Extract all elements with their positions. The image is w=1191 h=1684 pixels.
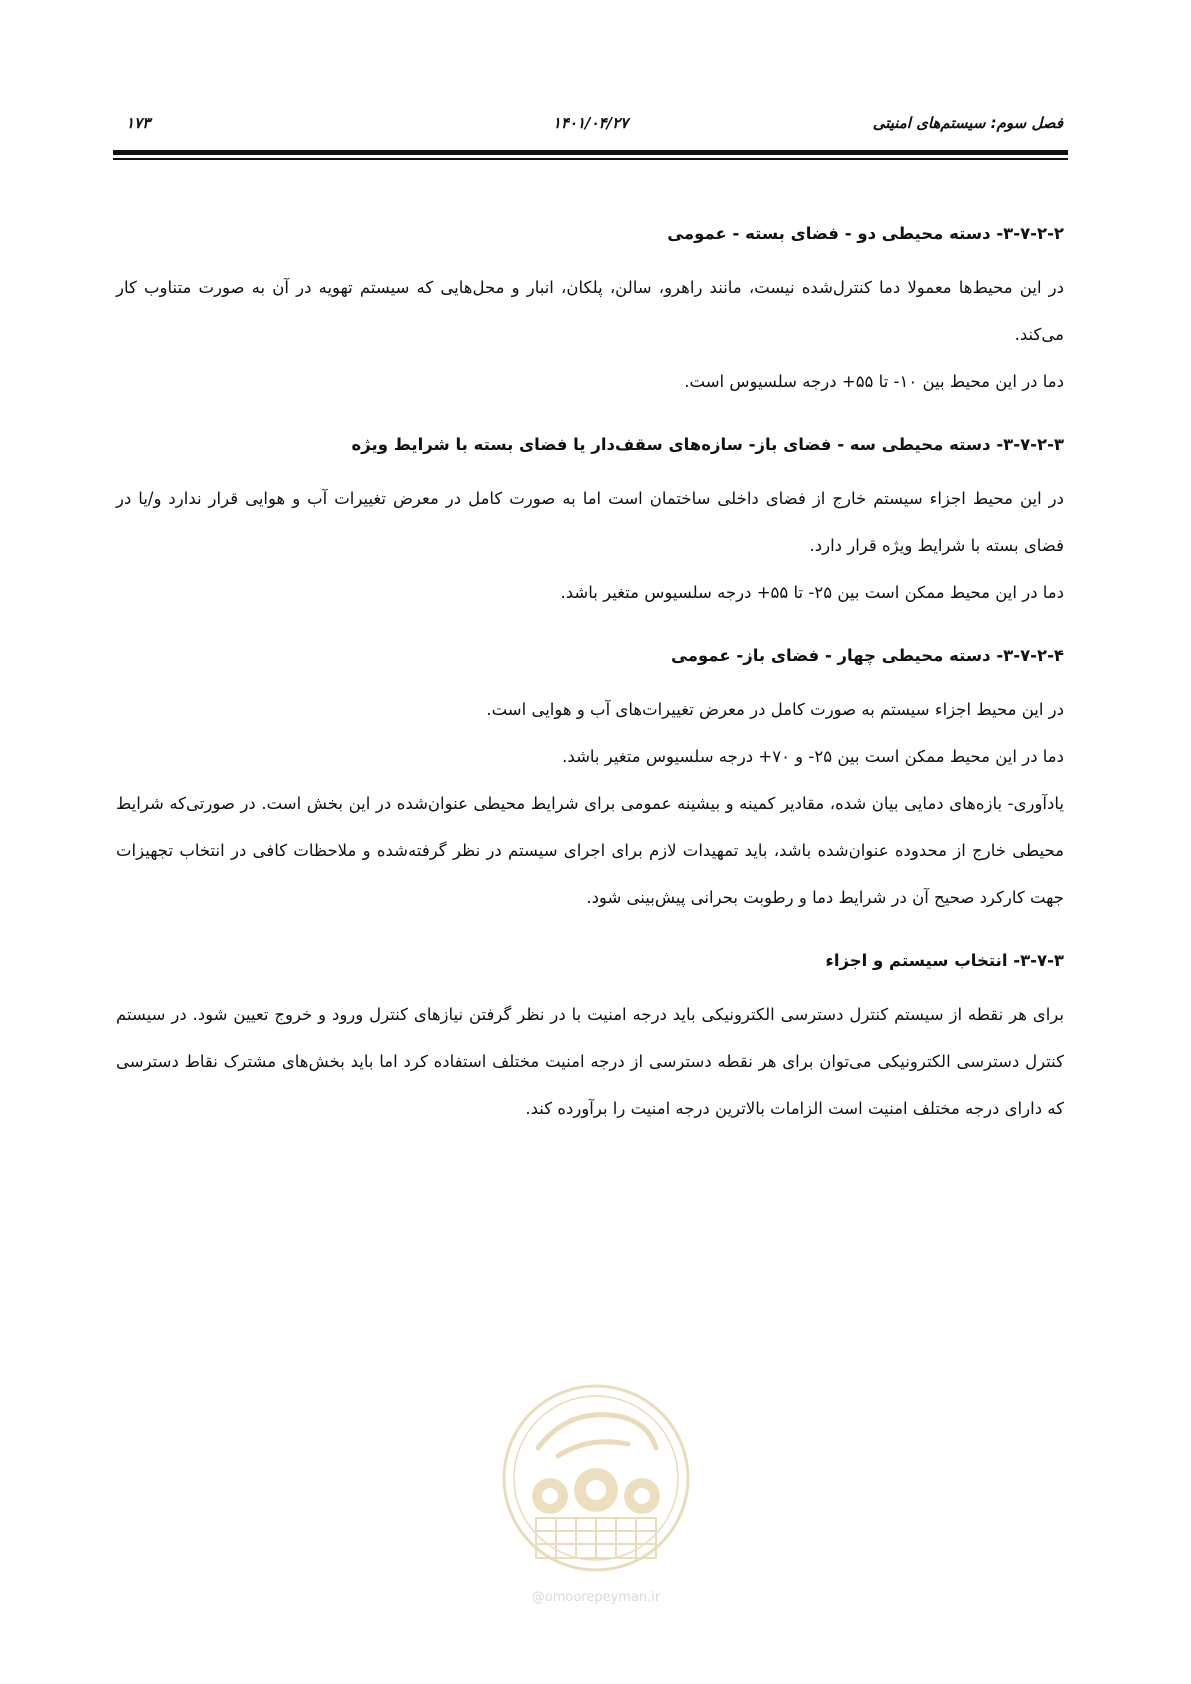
chapter-title: فصل سوم: سیستم‌های امنیتی: [872, 114, 1063, 132]
paragraph: در این محیط اجزاء سیستم خارج از فضای داخلی ساختمان است اما به صورت کامل در معرض تغییرات آب و هوایی قرار ندارد و/یا در فضای بسته با شرایط ویژه قرار دارد.: [116, 489, 1064, 555]
section-heading: ۳-۷-۳- انتخاب سیستم و اجزاء: [825, 951, 1064, 970]
note-paragraph: یادآوری- بازه‌های دمایی بیان شده، مقادیر کمینه و بیشینه عمومی برای شرایط محیطی عنوان‌شده در این بخش است. در صورتی‌که شرایط محیطی خارج از محدوده عنوان‌شده باشد، باید تمهیدات لازم برای اجرای سیستم در نظر گرفته‌شده و ملاحظات کافی در انتخاب تجهیزات جهت کارکرد صحیح آن در شرایط دما و رطوبت بحرانی پیش‌بینی شود.: [116, 794, 1064, 907]
page-header: [118, 110, 1063, 142]
watermark-logo: [478, 1378, 714, 1605]
paragraph: دما در این محیط بین ۱۰- تا ۵۵+ درجه سلسیوس است.: [684, 372, 1064, 391]
paragraph: دما در این محیط ممکن است بین ۲۵- تا ۵۵+ درجه سلسیوس متغیر باشد.: [560, 583, 1064, 602]
watermark-seal-icon: [478, 1378, 714, 1583]
header-rule-thin: [113, 158, 1068, 160]
watermark-url: @omoorepeyman.ir: [531, 1590, 661, 1605]
section-heading: ۳-۷-۲-۳- دسته محیطی سه - فضای باز- سازه‌های سقف‌دار یا فضای بسته با شرایط ویژه: [351, 435, 1064, 454]
header-rule-thick: [113, 150, 1068, 155]
section-heading: ۳-۷-۲-۲- دسته محیطی دو - فضای بسته - عمومی: [667, 224, 1064, 243]
paragraph: در این محیط اجزاء سیستم به صورت کامل در معرض تغییرات‌های آب و هوایی است.: [486, 700, 1064, 719]
paragraph: برای هر نقطه از سیستم کنترل دسترسی الکترونیکی باید درجه امنیت با در نظر گرفتن نیازهای کنترل ورود و خروج تعیین شود. در سیستم کنترل دسترسی الکترونیکی می‌توان برای هر نقطه دسترسی از درجه امنیت مختلف استفاده کرد اما باید بخش‌های مشترک نقاط دسترسی که دارای درجه مختلف امنیت است الزامات بالاترین درجه امنیت را برآورده کند.: [116, 1005, 1064, 1118]
header-date: ۱۴۰۱/۰۴/۲۷: [552, 114, 629, 132]
paragraph: در این محیط‌ها معمولا دما کنترل‌شده نیست، مانند راهرو، سالن، پلکان، انبار و محل‌هایی که سیستم تهویه در آن به صورت متناوب کار می‌کند.: [116, 278, 1064, 344]
page-body: [116, 212, 1064, 1132]
section-heading: ۳-۷-۲-۴- دسته محیطی چهار - فضای باز- عمومی: [671, 646, 1064, 665]
paragraph: دما در این محیط ممکن است بین ۲۵- و ۷۰+ درجه سلسیوس متغیر باشد.: [562, 747, 1064, 766]
page-number: ۱۷۳: [126, 114, 151, 132]
